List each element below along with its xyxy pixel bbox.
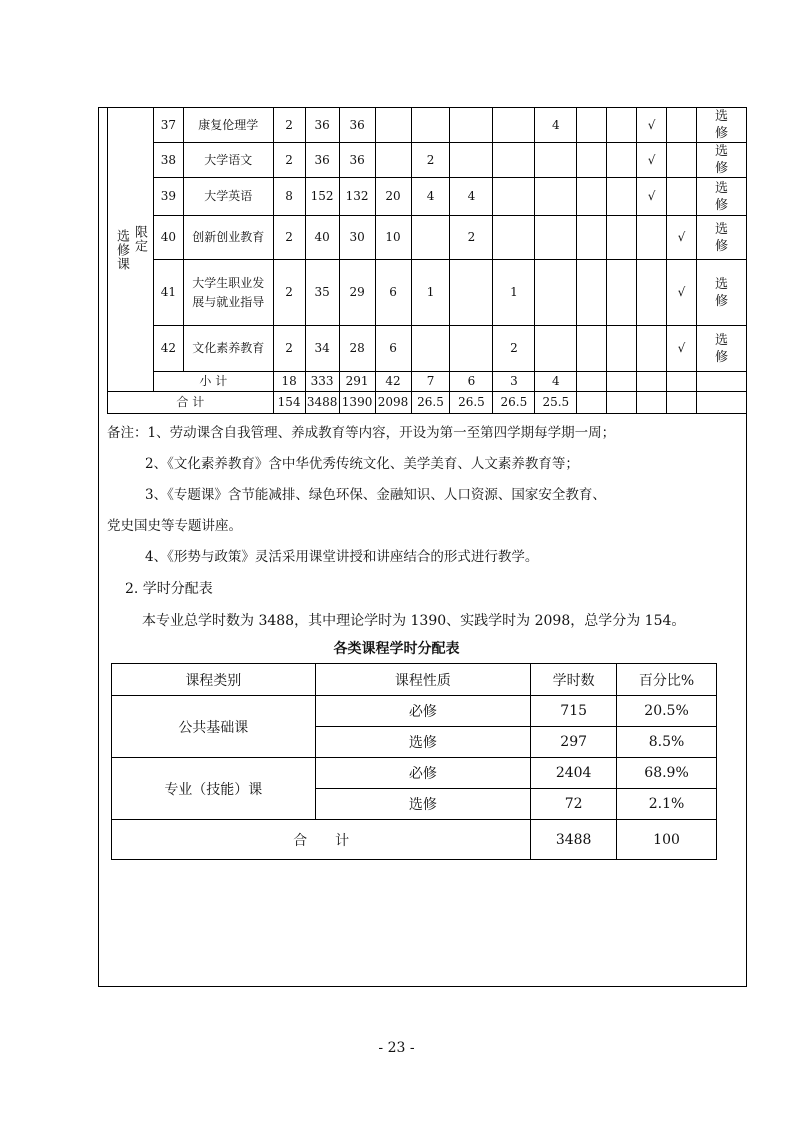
course-mark2 bbox=[607, 326, 637, 372]
course-name: 康复伦理学 bbox=[183, 108, 273, 143]
table-row bbox=[108, 260, 747, 326]
allocation-nature: 选修 bbox=[315, 789, 531, 820]
course-mark4: √ bbox=[666, 216, 696, 260]
course-total: 152 bbox=[305, 178, 339, 216]
subtotal-s1: 7 bbox=[411, 372, 450, 392]
total-label: 合 计 bbox=[108, 392, 274, 414]
course-total: 35 bbox=[305, 260, 339, 326]
total-total: 3488 bbox=[305, 392, 339, 414]
course-practice bbox=[375, 143, 411, 178]
course-mark1 bbox=[577, 260, 607, 326]
total-s2: 26.5 bbox=[450, 392, 493, 414]
summary-text: 本专业总学时数为 3488，其中理论学时为 1390、实践学时为 2098，总学分为 154。 bbox=[142, 613, 686, 629]
course-credits: 2 bbox=[273, 216, 305, 260]
note-line: 党史国史等专题讲座。 bbox=[107, 518, 242, 534]
subtotal-credits: 18 bbox=[273, 372, 305, 392]
course-mark4: √ bbox=[666, 326, 696, 372]
course-s3 bbox=[493, 216, 535, 260]
course-theory: 28 bbox=[339, 326, 375, 372]
course-mark4 bbox=[666, 178, 696, 216]
table-row bbox=[108, 216, 747, 260]
empty-cell bbox=[666, 372, 696, 392]
course-s4 bbox=[535, 260, 577, 326]
course-credits: 8 bbox=[273, 178, 305, 216]
course-s2 bbox=[450, 143, 493, 178]
empty-cell bbox=[607, 372, 637, 392]
allocation-hours: 715 bbox=[531, 696, 617, 727]
category-label: 选修课 bbox=[113, 228, 129, 271]
course-s4 bbox=[535, 178, 577, 216]
note-line: 3、《专题课》含节能减排、绿色环保、金融知识、人口资源、国家安全教育、 bbox=[145, 487, 606, 503]
course-s4 bbox=[535, 326, 577, 372]
course-s4 bbox=[535, 143, 577, 178]
course-mark4: √ bbox=[666, 260, 696, 326]
course-type: 选修 bbox=[696, 108, 746, 143]
allocation-percent: 2.1% bbox=[617, 789, 717, 820]
course-s2 bbox=[450, 108, 493, 143]
allocation-header-row bbox=[112, 664, 717, 696]
category-cell bbox=[108, 108, 154, 392]
allocation-nature: 必修 bbox=[315, 696, 531, 727]
course-s1 bbox=[411, 326, 450, 372]
empty-cell bbox=[577, 372, 607, 392]
course-s2: 2 bbox=[450, 216, 493, 260]
course-s3 bbox=[493, 108, 535, 143]
course-s3: 1 bbox=[493, 260, 535, 326]
empty-cell bbox=[577, 392, 607, 414]
empty-cell bbox=[696, 392, 746, 414]
course-mark3 bbox=[637, 216, 667, 260]
course-no: 37 bbox=[153, 108, 183, 143]
course-theory: 29 bbox=[339, 260, 375, 326]
course-s3 bbox=[493, 143, 535, 178]
course-mark4 bbox=[666, 108, 696, 143]
course-mark4 bbox=[666, 143, 696, 178]
course-no: 38 bbox=[153, 143, 183, 178]
course-type: 选修 bbox=[696, 326, 746, 372]
allocation-header: 课程类别 bbox=[112, 664, 316, 696]
allocation-nature: 选修 bbox=[315, 727, 531, 758]
course-name: 大学英语 bbox=[183, 178, 273, 216]
section-heading: 2. 学时分配表 bbox=[125, 581, 213, 597]
allocation-nature: 必修 bbox=[315, 758, 531, 789]
empty-cell bbox=[637, 372, 667, 392]
course-mark3: √ bbox=[637, 108, 667, 143]
course-table bbox=[107, 107, 747, 414]
course-no: 41 bbox=[153, 260, 183, 326]
allocation-percent: 68.9% bbox=[617, 758, 717, 789]
allocation-hours: 72 bbox=[531, 789, 617, 820]
course-s4: 4 bbox=[535, 108, 577, 143]
course-theory: 30 bbox=[339, 216, 375, 260]
course-s1: 2 bbox=[411, 143, 450, 178]
course-theory: 36 bbox=[339, 108, 375, 143]
subtotal-label: 小 计 bbox=[153, 372, 273, 392]
course-mark1 bbox=[577, 178, 607, 216]
allocation-hours: 2404 bbox=[531, 758, 617, 789]
course-practice bbox=[375, 108, 411, 143]
course-theory: 132 bbox=[339, 178, 375, 216]
allocation-percent: 20.5% bbox=[617, 696, 717, 727]
course-type: 选修 bbox=[696, 216, 746, 260]
course-practice: 6 bbox=[375, 260, 411, 326]
empty-cell bbox=[637, 392, 667, 414]
total-s1: 26.5 bbox=[411, 392, 450, 414]
course-no: 42 bbox=[153, 326, 183, 372]
course-mark1 bbox=[577, 143, 607, 178]
notes bbox=[107, 418, 747, 573]
allocation-total-label: 合 计 bbox=[112, 820, 531, 860]
allocation-total-hours: 3488 bbox=[531, 820, 617, 860]
course-mark1 bbox=[577, 108, 607, 143]
course-practice: 10 bbox=[375, 216, 411, 260]
course-credits: 2 bbox=[273, 143, 305, 178]
course-s1 bbox=[411, 108, 450, 143]
course-mark3: √ bbox=[637, 143, 667, 178]
course-name: 大学语文 bbox=[183, 143, 273, 178]
subtotal-theory: 291 bbox=[339, 372, 375, 392]
course-s2: 4 bbox=[450, 178, 493, 216]
empty-cell bbox=[666, 392, 696, 414]
course-s2 bbox=[450, 326, 493, 372]
course-credits: 2 bbox=[273, 108, 305, 143]
subtotal-s4: 4 bbox=[535, 372, 577, 392]
subtotal-s3: 3 bbox=[493, 372, 535, 392]
course-s3: 2 bbox=[493, 326, 535, 372]
course-practice: 20 bbox=[375, 178, 411, 216]
table-row bbox=[108, 143, 747, 178]
table-row bbox=[108, 178, 747, 216]
table-row bbox=[108, 326, 747, 372]
course-mark2 bbox=[607, 108, 637, 143]
course-no: 39 bbox=[153, 178, 183, 216]
course-no: 40 bbox=[153, 216, 183, 260]
course-mark2 bbox=[607, 178, 637, 216]
course-type: 选修 bbox=[696, 178, 746, 216]
allocation-header: 学时数 bbox=[531, 664, 617, 696]
course-s4 bbox=[535, 216, 577, 260]
course-s1: 4 bbox=[411, 178, 450, 216]
table-row bbox=[108, 108, 747, 143]
course-type: 选修 bbox=[696, 143, 746, 178]
total-row bbox=[108, 392, 747, 414]
course-total: 34 bbox=[305, 326, 339, 372]
category-labels bbox=[108, 224, 153, 271]
empty-cell bbox=[696, 372, 746, 392]
course-mark2 bbox=[607, 143, 637, 178]
allocation-header: 百分比% bbox=[617, 664, 717, 696]
total-s3: 26.5 bbox=[493, 392, 535, 414]
subtotal-practice: 42 bbox=[375, 372, 411, 392]
allocation-total-row bbox=[112, 820, 717, 860]
note-line: 备注：1、劳动课含自我管理、养成教育等内容，开设为第一至第四学期每学期一周； bbox=[107, 425, 616, 441]
course-mark1 bbox=[577, 216, 607, 260]
course-total: 40 bbox=[305, 216, 339, 260]
course-name: 大学生职业发展与就业指导 bbox=[183, 260, 273, 326]
note-line: 2、《文化素养教育》含中华优秀传统文化、美学美育、人文素养教育等； bbox=[145, 456, 579, 472]
subtotal-total: 333 bbox=[305, 372, 339, 392]
note-line: 4、《形势与政策》灵活采用课堂讲授和讲座结合的形式进行教学。 bbox=[145, 549, 539, 565]
page-number: - 23 - bbox=[378, 1040, 415, 1056]
allocation-table bbox=[111, 663, 717, 860]
allocation-row bbox=[112, 758, 717, 789]
course-mark1 bbox=[577, 326, 607, 372]
allocation-category: 公共基础课 bbox=[112, 696, 316, 758]
total-credits: 154 bbox=[273, 392, 305, 414]
course-name: 文化素养教育 bbox=[183, 326, 273, 372]
course-name: 创新创业教育 bbox=[183, 216, 273, 260]
course-credits: 2 bbox=[273, 326, 305, 372]
allocation-hours: 297 bbox=[531, 727, 617, 758]
course-total: 36 bbox=[305, 143, 339, 178]
course-theory: 36 bbox=[339, 143, 375, 178]
course-s1: 1 bbox=[411, 260, 450, 326]
total-practice: 2098 bbox=[375, 392, 411, 414]
course-mark2 bbox=[607, 260, 637, 326]
total-theory: 1390 bbox=[339, 392, 375, 414]
allocation-row bbox=[112, 696, 717, 727]
allocation-category: 专业（技能）课 bbox=[112, 758, 316, 820]
total-s4: 25.5 bbox=[535, 392, 577, 414]
course-s3 bbox=[493, 178, 535, 216]
course-mark3: √ bbox=[637, 178, 667, 216]
allocation-total-percent: 100 bbox=[617, 820, 717, 860]
course-s2 bbox=[450, 260, 493, 326]
course-credits: 2 bbox=[273, 260, 305, 326]
subtotal-s2: 6 bbox=[450, 372, 493, 392]
course-mark3 bbox=[637, 326, 667, 372]
course-practice: 6 bbox=[375, 326, 411, 372]
course-total: 36 bbox=[305, 108, 339, 143]
course-s1 bbox=[411, 216, 450, 260]
allocation-title: 各类课程学时分配表 bbox=[333, 641, 460, 657]
subtotal-row bbox=[108, 372, 747, 392]
course-type: 选修 bbox=[696, 260, 746, 326]
course-mark3 bbox=[637, 260, 667, 326]
allocation-percent: 8.5% bbox=[617, 727, 717, 758]
course-mark2 bbox=[607, 216, 637, 260]
allocation-header: 课程性质 bbox=[315, 664, 531, 696]
empty-cell bbox=[607, 392, 637, 414]
subcategory-label: 限定 bbox=[131, 224, 147, 253]
